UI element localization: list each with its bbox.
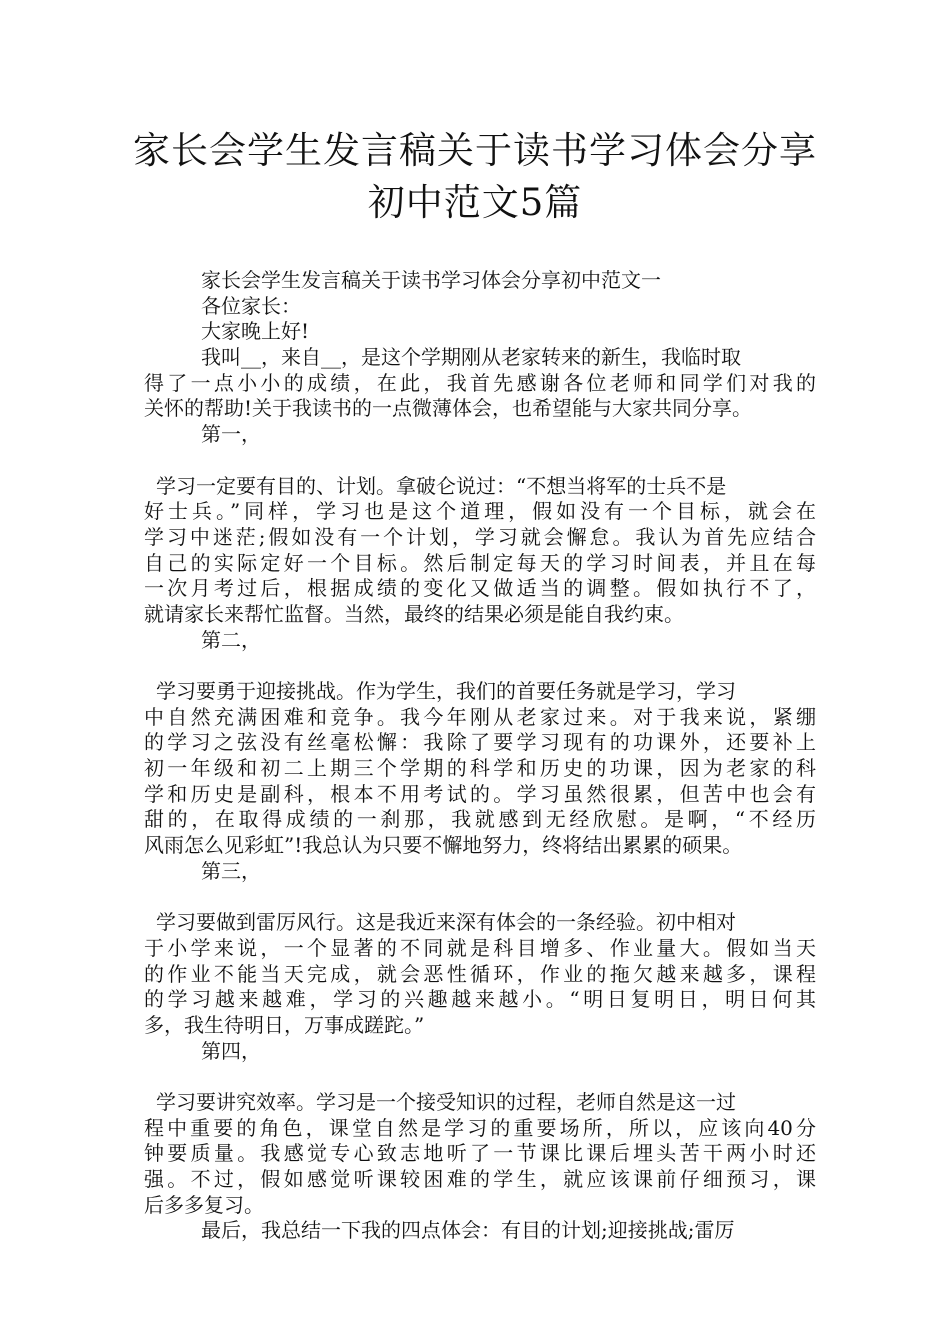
blank-line	[144, 885, 816, 911]
paragraph-line: 得了一点小小的成绩，在此，我首先感谢各位老师和同学们对我的	[144, 370, 816, 395]
paragraph-line: 的学习之弦没有丝毫松懈：我除了要学习现有的功课外，还要补上	[144, 730, 816, 755]
blank-line	[144, 1064, 816, 1090]
paragraph-line: 多，我生待明日，万事成蹉跎。”	[144, 1012, 425, 1037]
section-label: 第一，	[201, 422, 261, 447]
paragraph-line: 甜的，在取得成绩的一刹那，我就感到无经欣慰。是啊，“不经历	[144, 807, 816, 832]
paragraph-line: 学习要做到雷厉风行。这是我近来深有体会的一条经验。初中相对	[156, 910, 736, 935]
closing-line: 最后，我总结一下我的四点体会：有目的计划;迎接挑战;雷厉	[201, 1218, 735, 1243]
paragraph-line: 关怀的帮助!关于我读书的一点微薄体会，也希望能与大家共同分享。	[144, 396, 753, 421]
paragraph-line: 强。不过，假如感觉听课较困难的学生，就应该课前仔细预习，课	[144, 1167, 816, 1192]
paragraph-line: 的学习越来越难，学习的兴趣越来越小。“明日复明日，明日何其	[144, 987, 816, 1012]
paragraph-line: 学习一定要有目的、计划。拿破仑说过：“不想当将军的士兵不是	[156, 473, 727, 498]
paragraph-line: 学习中迷茫;假如没有一个计划，学习就会懈怠。我认为首先应结合	[144, 524, 816, 549]
paragraph-line: 的作业不能当天完成，就会恶性循环，作业的拖欠越来越多，课程	[144, 961, 816, 986]
paragraph-line: 好士兵。”同样，学习也是这个道理，假如没有一个目标，就会在	[144, 499, 816, 524]
paragraph-line: 中自然充满困难和竞争。我今年刚从老家过来。对于我来说，紧绷	[144, 704, 816, 729]
blank-line	[144, 653, 816, 679]
greeting: 大家晚上好!	[201, 319, 310, 344]
intro-paragraph	[144, 345, 816, 422]
paragraph-line: 我叫__，来自__，是这个学期刚从老家转来的新生，我临时取	[201, 345, 741, 370]
paragraph-line: 一次月考过后，根据成绩的变化又做适当的调整。假如执行不了，	[144, 576, 816, 601]
paragraph-line: 学和历史是副科，根本不用考试的。学习虽然很累，但苦中也会有	[144, 781, 816, 806]
paragraph-line: 程中重要的角色，课堂自然是学习的重要场所，所以，应该向40分	[144, 1115, 816, 1140]
paragraph-line: 于小学来说，一个显著的不同就是科目增多、作业量大。假如当天	[144, 935, 816, 960]
blank-line	[144, 448, 816, 474]
section-label: 第二，	[201, 627, 261, 652]
section-2	[144, 628, 816, 859]
document-body	[144, 268, 816, 1244]
paragraph-line: 就请家长来帮忙监督。当然，最终的结果必须是能自我约束。	[144, 601, 684, 626]
paragraph-line: 钟要质量。我感觉专心致志地听了一节课比课后埋头苦干两小时还	[144, 1141, 816, 1166]
section-1	[144, 422, 816, 628]
article-heading: 家长会学生发言稿关于读书学习体会分享初中范文一	[201, 268, 661, 292]
paragraph-line: 学习要讲究效率。学习是一个接受知识的过程，老师自然是这一过	[156, 1090, 736, 1114]
section-label: 第三，	[201, 858, 261, 883]
paragraph-line: 后多多复习。	[144, 1192, 264, 1217]
document-title-line-2: 初中范文5篇	[367, 181, 583, 224]
paragraph-line: 风雨怎么见彩虹”!我总认为只要不懈地努力，终将结出累累的硕果。	[144, 833, 743, 858]
section-3	[144, 859, 816, 1039]
section-4	[144, 1039, 816, 1219]
paragraph-line: 自己的实际定好一个目标。然后制定每天的学习时间表，并且在每	[144, 550, 816, 575]
salutation: 各位家长：	[201, 293, 301, 318]
document-title-line-1: 家长会学生发言稿关于读书学习体会分享	[133, 129, 817, 172]
paragraph-line: 学习要勇于迎接挑战。作为学生，我们的首要任务就是学习，学习	[156, 679, 736, 703]
section-label: 第四，	[201, 1038, 261, 1063]
paragraph-line: 初一年级和初二上期三个学期的科学和历史的功课，因为老家的科	[144, 756, 816, 781]
